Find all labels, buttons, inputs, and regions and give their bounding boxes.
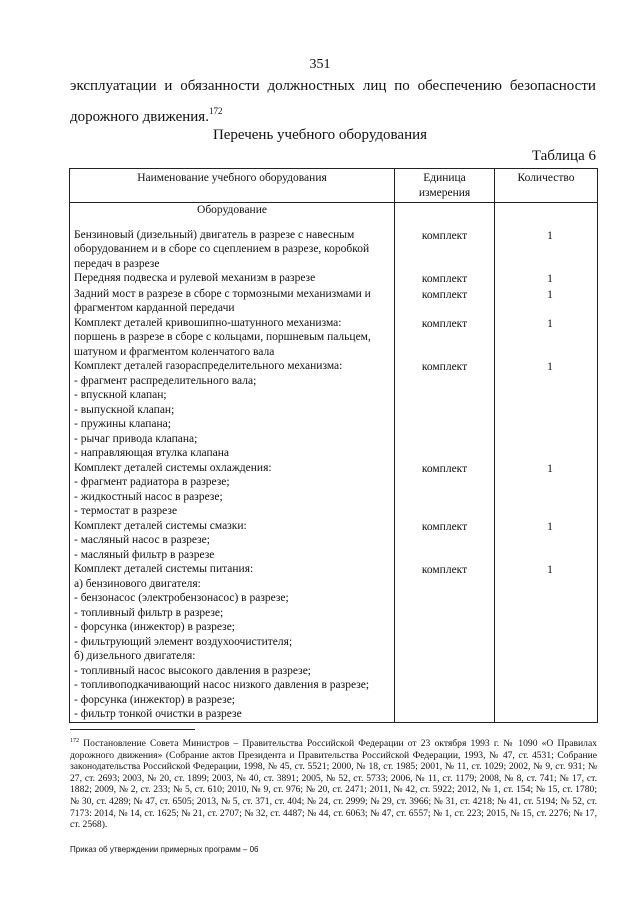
intro-word: эксплуатации: [70, 78, 157, 94]
equipment-line: Комплект деталей системы питания:: [74, 563, 254, 575]
unit-cell: комплект: [395, 519, 495, 563]
section-title: Оборудование: [70, 203, 395, 228]
equipment-name: [70, 316, 395, 360]
intro-paragraph: [70, 74, 596, 130]
equipment-line: передач в разрезе: [74, 257, 160, 270]
intro-text: дорожного движения.: [70, 109, 209, 125]
quantity-cell: 1: [495, 461, 598, 519]
equipment-line: - направляющая втулка клапана: [74, 447, 230, 459]
table-row: [70, 562, 598, 722]
equipment-line: шатуном и фрагментом коленчатого вала: [74, 345, 275, 358]
table-row: [70, 287, 598, 316]
equipment-name: [70, 228, 395, 272]
equipment-name: [70, 359, 395, 461]
intro-word: безопасности: [509, 78, 596, 94]
intro-word: обеспечению: [417, 78, 502, 94]
equipment-line: Задний мост в разрезе в сборе с тормозными механизмами и: [74, 287, 371, 300]
equipment-line: Бензиновый (дизельный) двигатель в разрезе с навесным: [74, 228, 355, 241]
intro-word: должностных: [267, 78, 356, 94]
quantity-cell: 1: [495, 519, 598, 563]
equipment-line: - топливный насос высокого давления в разрезе;: [74, 664, 312, 677]
equipment-line: - рычаг привода клапана;: [74, 432, 198, 445]
table-label: Таблица 6: [531, 148, 596, 164]
equipment-name: [70, 519, 395, 563]
header-unit: Единица измерения: [395, 169, 495, 203]
equipment-line: Комплект деталей кривошипно-шатунного механизма:: [74, 316, 342, 329]
equipment-line: - пружины клапана;: [74, 418, 171, 430]
table-row: [70, 271, 598, 287]
equipment-line: - масляный фильтр в разрезе: [74, 548, 215, 561]
equipment-line: поршень в разрезе в сборе с кольцами, поршневым пальцем,: [74, 331, 371, 343]
equipment-table: [69, 168, 598, 723]
header-qty: Количество: [495, 169, 598, 203]
equipment-line: б) дизельного двигателя:: [74, 650, 196, 662]
equipment-line: Комплект деталей системы охлаждения:: [74, 461, 272, 474]
footnote-text: Постановление Совета Министров – Правительства Российской Федерации от 23 октября 1993 г. № 1090 «О Правилах дорожного движения» (Собрание актов Президента и Правительства Российской Федерации, 1993, № 47, ст. 4531; Собрание законодательства Российской Федерации, 1998, № 45, ст. 5521; 2000, № 18, ст. 1985; 2001, № 11, ст. 1029; 2002, № 9, ст. 931; № 27, ст. 2693; 2003, № 20, ст. 1899; 2003, № 40, ст. 3891; 2005, № 52, ст. 5733; 2006, № 11, ст. 1179; 2008, № 8, ст. 741; № 17, ст. 1882; 2009, № 2, ст. 233; № 5, ст. 610; 2010, № 9, ст. 976; № 20, ст. 2471; 2011, № 42, ст. 5922; 2012, № 1, ст. 154; № 15, ст. 1780; № 30, ст. 4289; № 47, ст. 6505; 2013, № 5, ст. 371, ст. 404; № 24, ст. 2999; № 29, ст. 3966; № 31, ст. 4218; № 41, ст. 5194; № 52, ст. 7173: 2014, № 14, ст. 1625; № 21, ст. 2707; № 32, ст. 4487; № 44, ст. 6063; № 47, ст. 6557; № 1, ст. 223; 2015, № 15, ст. 2276; № 17, ст. 2568).: [70, 738, 598, 831]
footnote-divider: [70, 729, 195, 730]
equipment-name: [70, 271, 395, 287]
table-row: [70, 316, 598, 360]
intro-word: лиц: [362, 78, 387, 94]
unit-cell: комплект: [395, 359, 495, 461]
equipment-line: - топливоподкачивающий насос низкого давления в разрезе;: [74, 679, 370, 691]
unit-cell: комплект: [395, 271, 495, 287]
equipment-line: оборудованием и в сборе со сцеплением в разрезе, коробкой: [74, 243, 370, 255]
footnote-number: 172: [70, 738, 79, 744]
footnote-ref[interactable]: 172: [208, 106, 223, 116]
equipment-line: - впускной клапан;: [74, 389, 167, 401]
quantity-cell: 1: [495, 228, 598, 272]
equipment-line: - фильтрующий элемент воздухоочистителя;: [74, 635, 293, 648]
equipment-name: [70, 562, 395, 722]
equipment-line: а) бензинового двигателя:: [74, 577, 201, 590]
equipment-name: [70, 287, 395, 316]
equipment-name: [70, 461, 395, 519]
equipment-line: - масляный насос в разрезе;: [74, 534, 210, 546]
unit-cell: комплект: [395, 562, 495, 722]
intro-word: обязанности: [180, 78, 260, 94]
equipment-line: - фрагмент радиатора в разрезе;: [74, 476, 230, 488]
page-number: 351: [309, 57, 331, 72]
unit-cell: комплект: [395, 287, 495, 316]
equipment-line: - форсунка (инжектор) в разрезе;: [74, 693, 235, 706]
quantity-cell: 1: [495, 562, 598, 722]
table-header-row: [70, 169, 598, 203]
equipment-line: - фрагмент распределительного вала;: [74, 374, 257, 387]
table-row: [70, 359, 598, 461]
equipment-line: - фильтр тонкой очистки в разрезе: [74, 708, 242, 720]
header-name: Наименование учебного оборудования: [70, 169, 395, 203]
equipment-line: - топливный фильтр в разрезе;: [74, 606, 224, 619]
equipment-line: - форсунка (инжектор) в разрезе;: [74, 621, 235, 633]
equipment-line: Передняя подвеска и рулевой механизм в разрезе: [74, 272, 316, 284]
list-title: Перечень учебного оборудования: [212, 127, 428, 143]
unit-cell: комплект: [395, 461, 495, 519]
equipment-line: фрагментом карданной передачи: [74, 302, 235, 314]
quantity-cell: 1: [495, 316, 598, 360]
quantity-cell: 1: [495, 287, 598, 316]
section-row: [70, 203, 598, 228]
equipment-line: - жидкостный насос в разрезе;: [74, 490, 223, 503]
intro-line-1: [70, 74, 596, 99]
table-row: [70, 519, 598, 563]
page-footer: Приказ об утверждении примерных программ – 06: [70, 845, 259, 854]
table-row: [70, 228, 598, 272]
equipment-line: - термостат в разрезе: [74, 505, 178, 517]
equipment-line: - бензонасос (электробензонасос) в разрезе;: [74, 592, 289, 604]
unit-cell: комплект: [395, 228, 495, 272]
unit-cell: комплект: [395, 316, 495, 360]
table-row: [70, 461, 598, 519]
equipment-line: - выпускной клапан;: [74, 403, 175, 416]
quantity-cell: 1: [495, 271, 598, 287]
equipment-line: Комплект деталей системы смазки:: [74, 519, 247, 532]
intro-word: по: [394, 78, 410, 94]
intro-word: и: [164, 78, 173, 94]
intro-line-2: [70, 99, 596, 130]
equipment-line: Комплект деталей газораспределительного механизма:: [74, 360, 343, 372]
quantity-cell: 1: [495, 359, 598, 461]
footnote: [70, 736, 597, 831]
